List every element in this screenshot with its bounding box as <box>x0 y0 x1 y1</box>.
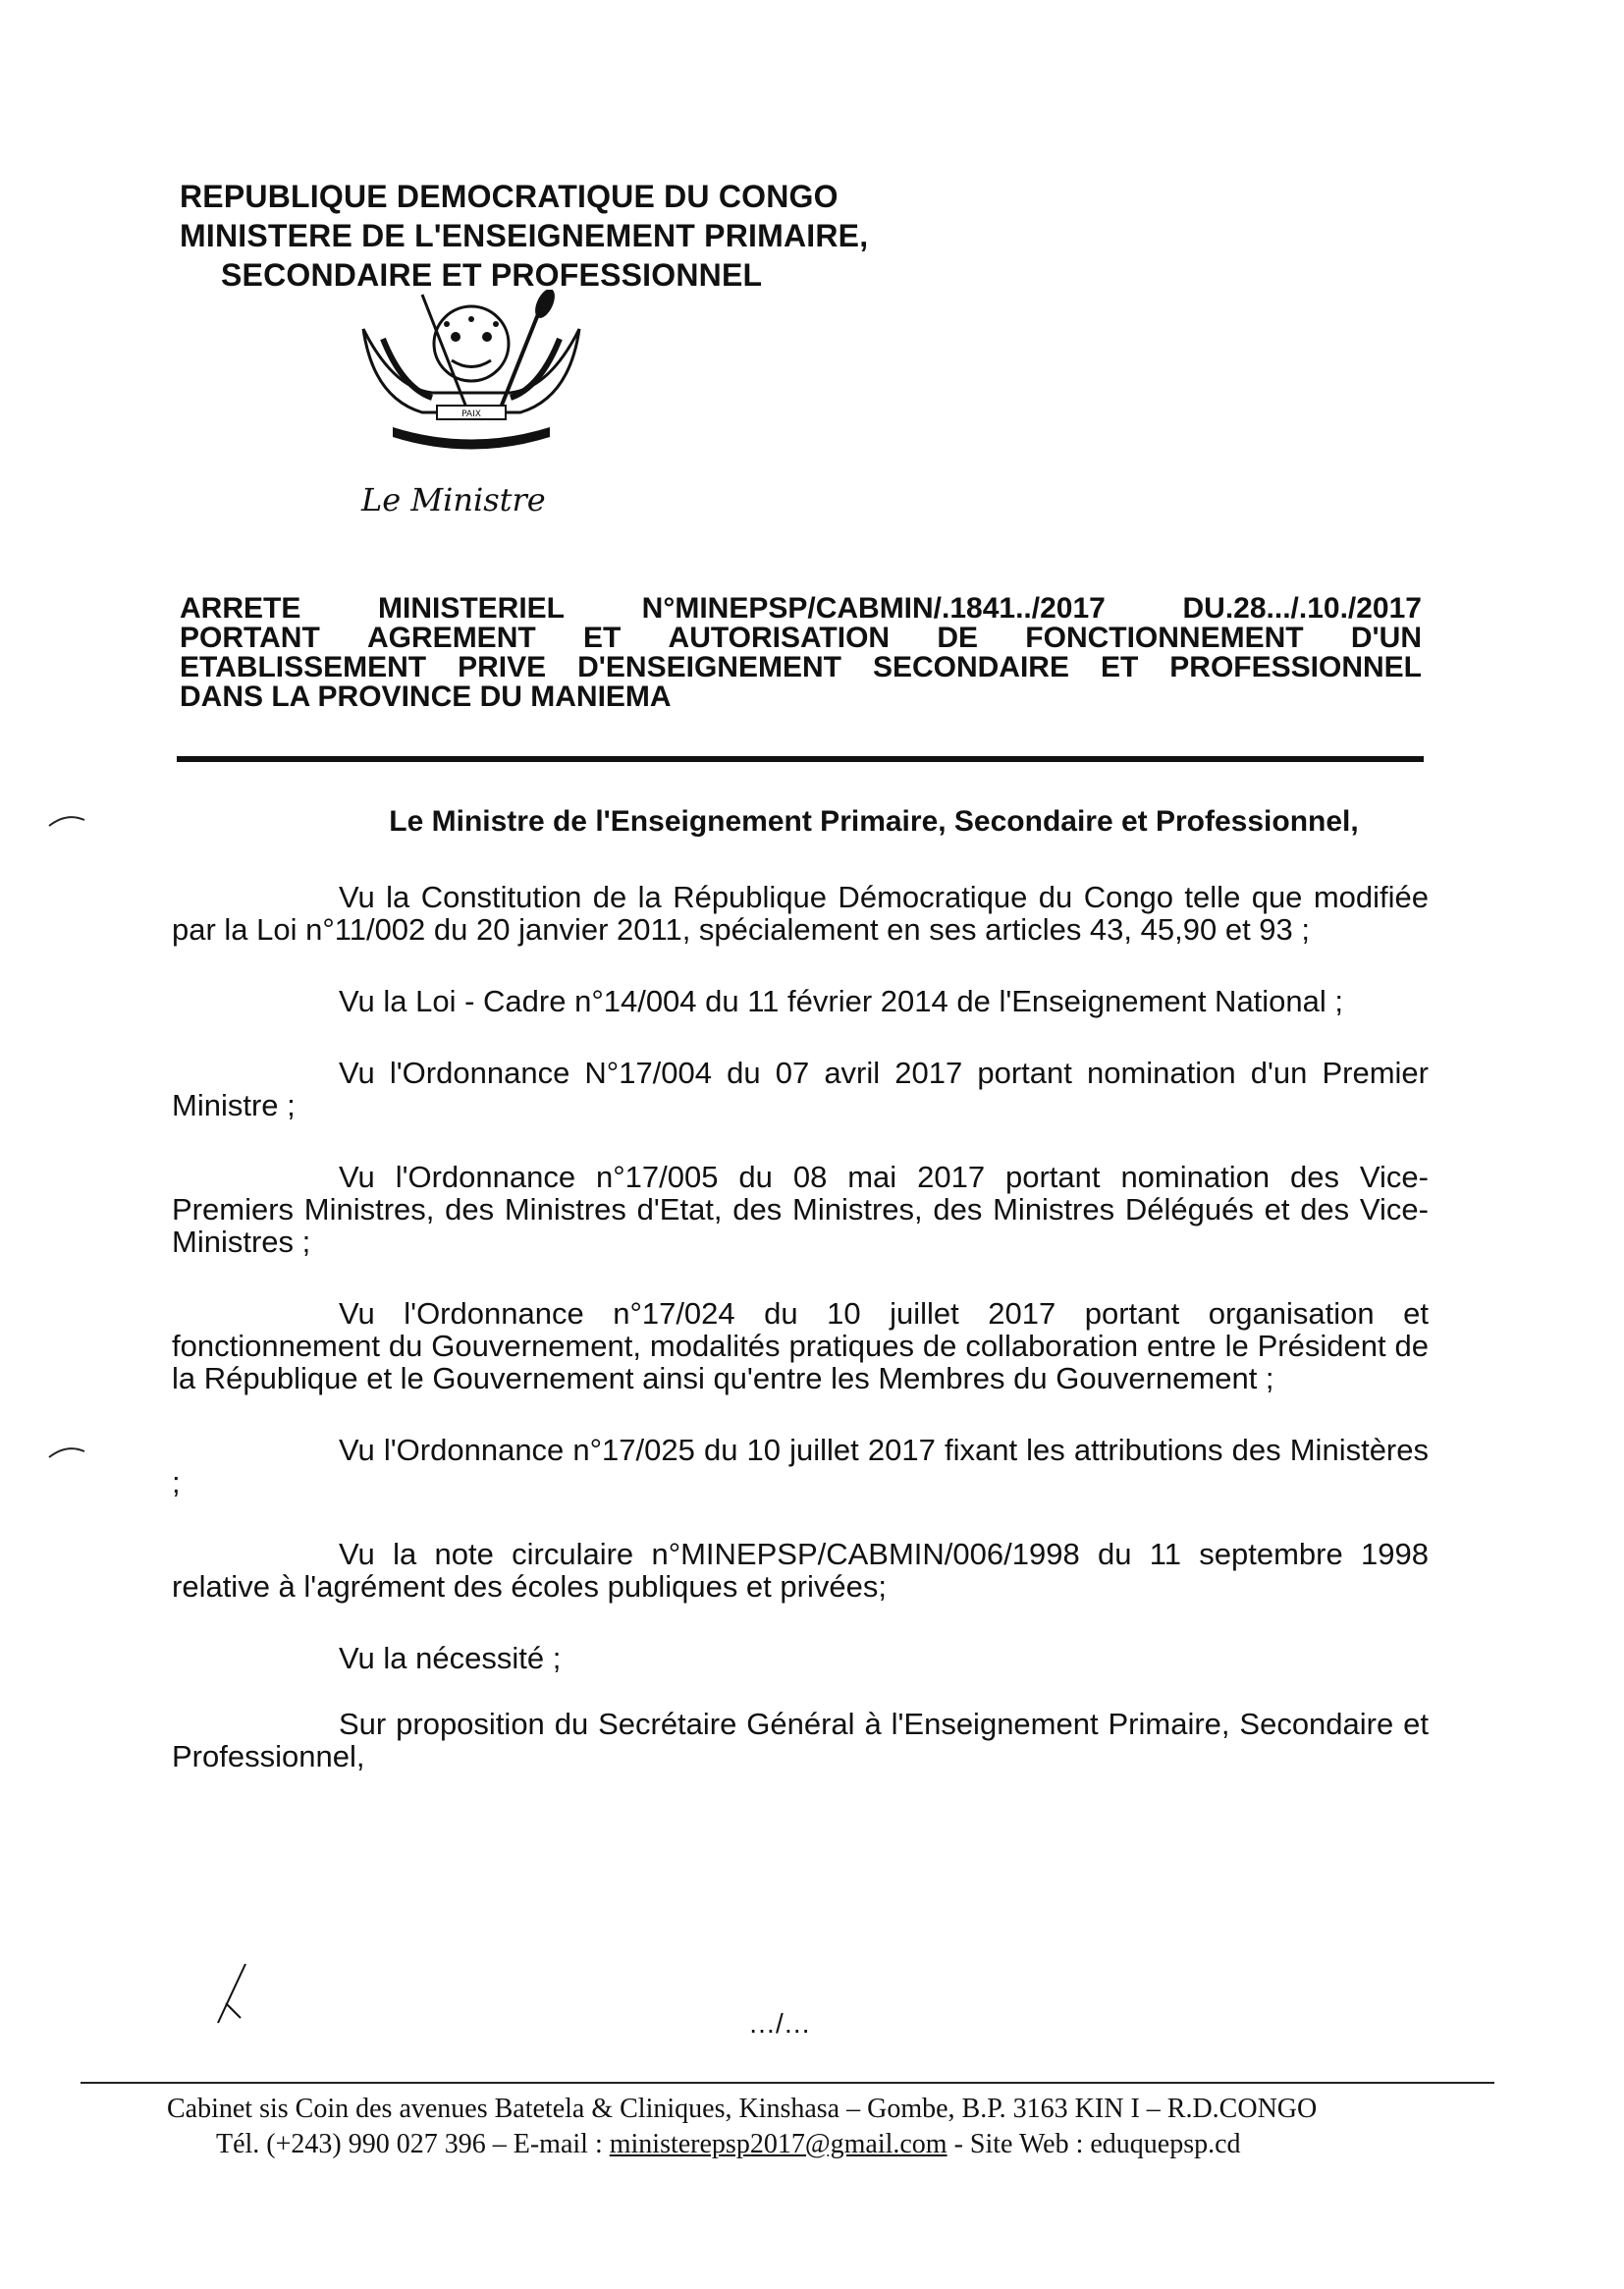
ministry-name: MINISTERE DE L'ENSEIGNEMENT PRIMAIRE, <box>180 218 869 253</box>
punch-mark-top <box>47 810 86 830</box>
decree-word: DE <box>937 622 979 654</box>
svg-text:PAIX: PAIX <box>461 409 481 419</box>
decree-word: PRIVE <box>458 651 547 683</box>
decree-word-arrete: ARRETE <box>180 592 301 625</box>
footer-tel: Tél. (+243) 990 027 396 – E-mail : <box>216 2129 603 2159</box>
initials-mark <box>206 1959 255 2028</box>
ministry-name-continued: SECONDAIRE ET PROFESSIONNEL <box>221 257 763 293</box>
footer-rule <box>81 2082 1494 2084</box>
decree-word: SECONDAIRE <box>872 651 1069 683</box>
decree-word: ET <box>582 622 622 654</box>
decree-number-line <box>180 594 1422 624</box>
footer-website: - Site Web : eduquepsp.cd <box>953 2129 1241 2159</box>
recital-premier-ministre: Vu l'Ordonnance N°17/004 du 07 avril 2017 portant nomination d'un Premier Ministre ; <box>172 1056 1429 1122</box>
recital-vice-premiers: Vu l'Ordonnance n°17/005 du 08 mai 2017 portant nomination des Vice-Premiers Ministres, des Ministres d'Etat, des Ministres, des Ministres Délégués et des Vice-Ministres ; <box>172 1160 1429 1259</box>
republic-name: REPUBLIQUE DEMOCRATIQUE DU CONGO <box>180 179 839 214</box>
decree-subject-line-3: DANS LA PROVINCE DU MANIEMA <box>180 681 672 713</box>
coat-of-arms-icon <box>353 290 589 462</box>
decree-word: AUTORISATION <box>668 622 891 654</box>
decree-number: N°MINEPSP/CABMIN/.1841../2017 <box>641 592 1106 625</box>
decree-word: PROFESSIONNEL <box>1169 651 1422 683</box>
decree-subject-line-2 <box>180 653 1422 682</box>
decree-word: FONCTIONNEMENT <box>1025 622 1304 654</box>
decree-word: D'UN <box>1350 622 1422 654</box>
decree-word-ministeriel: MINISTERIEL <box>378 592 566 625</box>
decree-word: D'ENSEIGNEMENT <box>577 651 841 683</box>
decree-word: PORTANT <box>180 622 320 654</box>
recital-loi-cadre: Vu la Loi - Cadre n°14/004 du 11 février 2014 de l'Enseignement National ; <box>339 984 1344 1018</box>
decree-date: DU.28.../.10./2017 <box>1182 592 1422 625</box>
footer-email-link[interactable]: ministerepsp2017@gmail.com <box>609 2129 947 2159</box>
recital-gouvernement: Vu l'Ordonnance n°17/024 du 10 juillet 2017 portant organisation et fonctionnement du Gouvernement, modalités pratiques de collaboration entre le Président de la République et le Gouvernement ainsi qu'entre les Membres du Gouvernement ; <box>172 1296 1429 1395</box>
decree-subject-line-1 <box>180 624 1422 653</box>
recital-constitution: Vu la Constitution de la République Démocratique du Congo telle que modifiée par la Loi n°11/002 du 20 janvier 2011, spécialement en ses articles 43, 45,90 et 93 ; <box>172 880 1429 947</box>
recital-necessite: Vu la nécessité ; <box>339 1641 562 1675</box>
recital-proposition: Sur proposition du Secrétaire Général à l'Enseignement Primaire, Secondaire et Professionnel, <box>172 1707 1429 1773</box>
footer-address: Cabinet sis Coin des avenues Batetela & Cliniques, Kinshasa – Gombe, B.P. 3163 KIN I – R.D.CONGO <box>167 2094 1318 2124</box>
footer-contact <box>167 2127 1414 2162</box>
minister-title: Le Ministre de l'Enseignement Primaire, Secondaire et Professionnel, <box>389 805 1359 838</box>
decree-underline <box>177 756 1424 762</box>
decree-word: ETABLISSEMENT <box>180 651 427 683</box>
recital-note-circulaire: Vu la note circulaire n°MINEPSP/CABMIN/006/1998 du 11 septembre 1998 relative à l'agrément des écoles publiques et privées; <box>172 1537 1429 1604</box>
letterhead <box>180 177 868 295</box>
decree-word: ET <box>1100 651 1139 683</box>
decree-heading <box>180 594 1422 712</box>
decree-word: AGREMENT <box>367 622 536 654</box>
recital-attributions: Vu l'Ordonnance n°17/025 du 10 juillet 2017 fixant les attributions des Ministères ; <box>172 1433 1429 1499</box>
continuation-marker: …/… <box>748 2008 811 2039</box>
signature-title: Le Ministre <box>361 481 546 518</box>
punch-mark-bottom <box>47 1442 86 1461</box>
footer <box>167 2092 1414 2162</box>
decree-body <box>172 805 1429 1812</box>
